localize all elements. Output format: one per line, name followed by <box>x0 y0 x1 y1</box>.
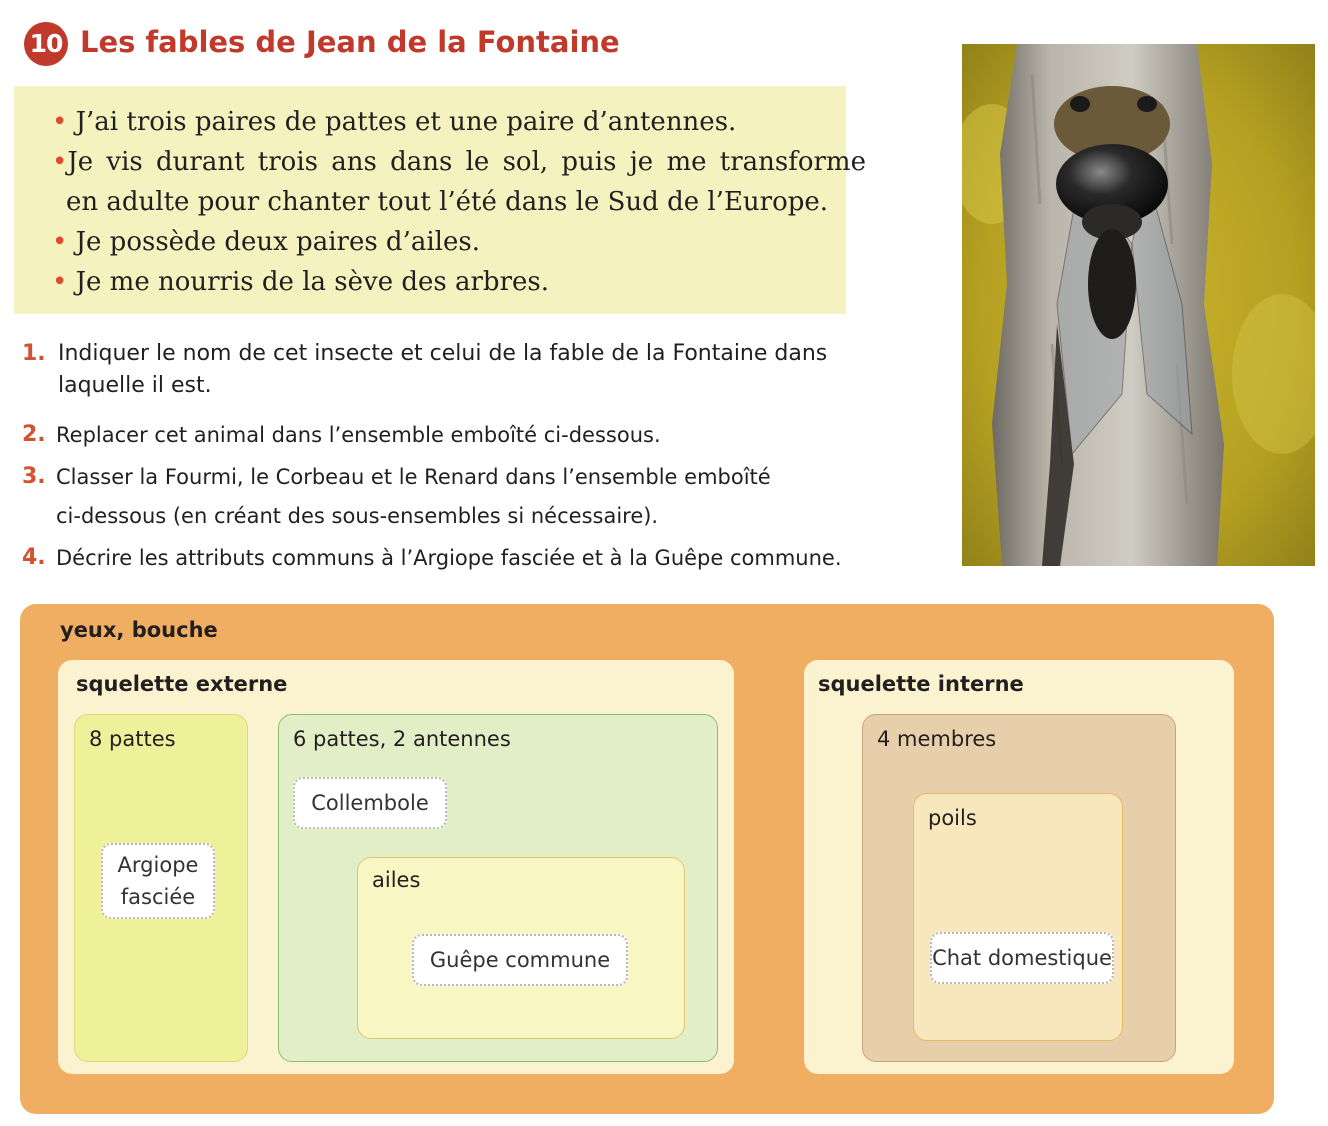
bullet-icon: • <box>52 227 68 257</box>
clue-box <box>14 86 866 314</box>
outer-set-label: yeux, bouche <box>60 618 218 642</box>
argiope-line-1: Argiope <box>117 853 199 877</box>
internal-skeleton-set <box>804 660 1234 1074</box>
bullet-icon: • <box>52 147 68 177</box>
question-text: Replacer cet animal dans l’ensemble emboîté ci-dessous. <box>56 423 661 447</box>
clue-text-3: Je possède deux paires d’ailes. <box>75 227 480 257</box>
guepe-tag: Guêpe commune <box>412 934 628 986</box>
question-text: ci-dessous (en créant des sous-ensembles si nécessaire). <box>56 504 659 528</box>
internal-skeleton-label: squelette interne <box>818 672 1024 696</box>
argiope-line-2: fasciée <box>120 885 196 909</box>
page-title: Les fables de Jean de la Fontaine <box>80 25 620 59</box>
question-text: Classer la Fourmi, le Corbeau et le Renard dans l’ensemble emboîté <box>56 465 771 489</box>
external-skeleton-set <box>58 660 734 1074</box>
question-text: Décrire les attributs communs à l’Argiope fasciée et à la Guêpe commune. <box>56 546 842 570</box>
exercise-number-badge: 10 <box>24 22 68 66</box>
clue-text-2a: Je vis durant trois ans dans le sol, puis je me transforme <box>67 147 866 177</box>
clue-text-1: J’ai trois paires de pattes et une paire d’antennes. <box>75 107 737 137</box>
question-number: 1. <box>22 341 46 366</box>
four-limbs-label: 4 membres <box>877 727 997 751</box>
question-number: 4. <box>22 545 46 570</box>
hair-label: poils <box>928 806 977 830</box>
clue-line-4 <box>52 262 549 302</box>
six-legs-label: 6 pattes, 2 antennes <box>293 727 511 751</box>
wings-label: ailes <box>372 868 421 892</box>
clue-line-2b: en adulte pour chanter tout l’été dans le Sud de l’Europe. <box>66 187 829 217</box>
bullet-icon: • <box>52 107 68 137</box>
eight-legs-label: 8 pattes <box>89 727 176 751</box>
argiope-tag <box>101 843 215 919</box>
clue-line-1 <box>52 102 736 142</box>
external-skeleton-label: squelette externe <box>76 672 288 696</box>
cicada-on-tree-photo <box>962 44 1315 566</box>
collembole-tag: Collembole <box>293 777 447 829</box>
question-number: 3. <box>22 464 46 489</box>
outer-set-eyes-mouth <box>20 604 1274 1114</box>
six-legs-set <box>278 714 718 1062</box>
wings-set <box>357 857 685 1039</box>
hair-set <box>913 793 1123 1041</box>
chat-domestique-tag: Chat domestique <box>930 932 1114 984</box>
clue-line-3 <box>52 222 480 262</box>
eight-legs-set <box>74 714 248 1062</box>
question-text: Indiquer le nom de cet insecte et celui de la fable de la Fontaine dans <box>58 341 828 366</box>
four-limbs-set <box>862 714 1176 1062</box>
question-number: 2. <box>22 422 46 447</box>
question-text: laquelle il est. <box>58 373 212 398</box>
cicada-illustration <box>962 44 1315 566</box>
clue-text-4: Je me nourris de la sève des arbres. <box>75 267 549 297</box>
bullet-icon: • <box>52 267 68 297</box>
clue-line-2 <box>52 142 866 182</box>
